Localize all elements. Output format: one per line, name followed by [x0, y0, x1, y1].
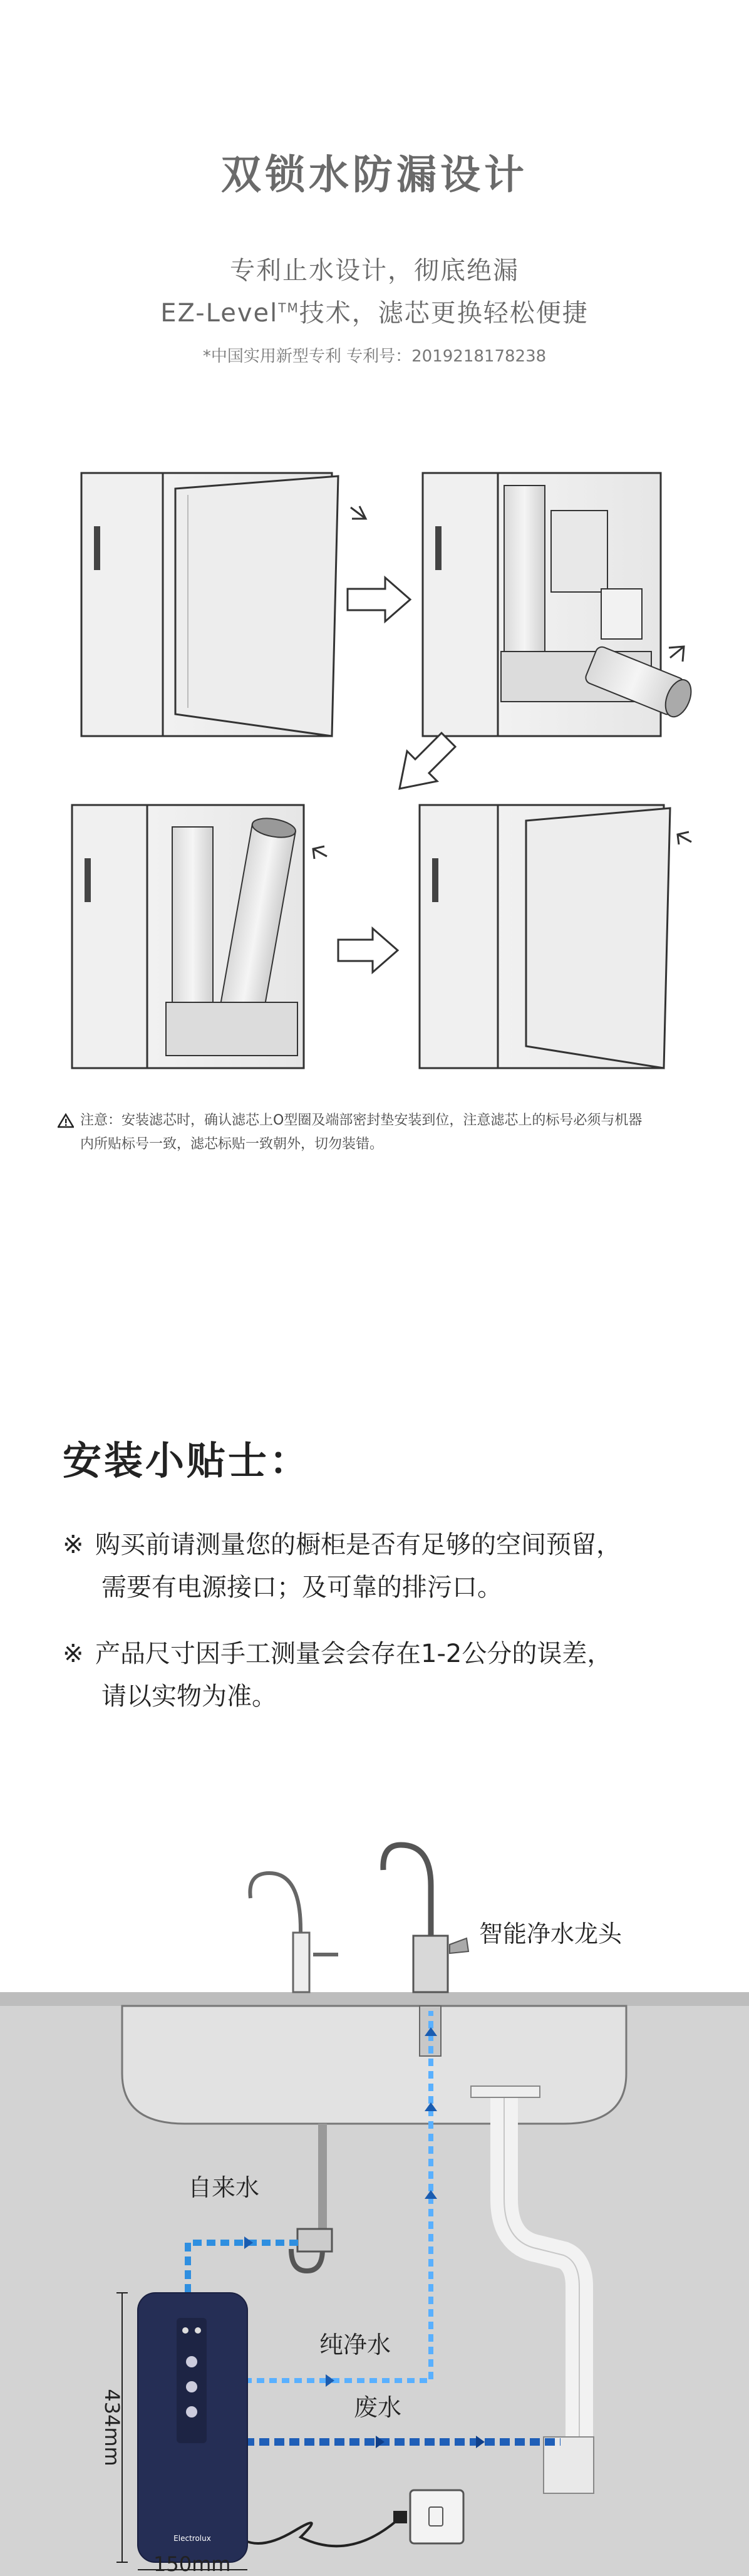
warning-line-2: 内所贴标号一致，滤芯标贴一致朝外，切勿装错。: [80, 1136, 384, 1152]
subtitle-line-1: 专利止水设计，彻底绝漏: [230, 256, 519, 285]
rotate-arrow-3: [313, 846, 327, 859]
width-dimension: 150mm: [153, 2552, 231, 2576]
sink-bowl: [122, 2006, 626, 2124]
arrow-right-1-icon: [348, 578, 410, 621]
arrow-right-2-icon: [338, 928, 398, 972]
tip-mark: ※: [63, 1530, 84, 1559]
height-dimension: 434mm: [100, 2389, 124, 2466]
tap-water-label: 自来水: [188, 2174, 260, 2201]
rotate-arrow-2: [669, 647, 684, 662]
rotate-arrow-1: [351, 506, 366, 519]
power-outlet: [410, 2490, 463, 2543]
tips-title: 安装小贴士：: [63, 1438, 311, 1483]
tip-1-line-2: 需要有电源接口；及可靠的排污口。: [101, 1573, 502, 1602]
tip-1-line-1: 购买前请测量您的橱柜是否有足够的空间预留，: [95, 1530, 621, 1559]
step-2-open-unit: [423, 473, 696, 736]
subtitle-line-2: [0, 293, 749, 329]
brand-logo: Electrolux: [173, 2534, 211, 2543]
subtitle-prefix: EZ-Level: [160, 299, 279, 328]
installation-diagram: [0, 1810, 749, 2576]
rotate-arrow-4: [678, 832, 691, 844]
step-3-open-unit: [72, 805, 304, 1068]
pure-water-label: 纯净水: [319, 2331, 391, 2359]
subtitle-suffix: 技术，滤芯更换轻松便捷: [299, 299, 589, 328]
water-purifier-unit: [138, 2293, 247, 2562]
warning-note: [58, 1109, 721, 1156]
trademark-mark: TM: [278, 300, 299, 316]
patent-note: *中国实用新型专利 专利号：2019218178238: [202, 347, 547, 366]
warning-icon: [58, 1113, 74, 1128]
tip-mark: ※: [63, 1639, 84, 1668]
tip-1: [63, 1524, 621, 1609]
faucet-label: 智能净水龙头: [479, 1920, 622, 1948]
filter-replacement-illustration: [0, 451, 749, 1078]
ordinary-faucet: [250, 1873, 338, 1992]
waste-water-label: 废水: [354, 2394, 402, 2421]
step-4-closed-unit: [420, 805, 670, 1068]
warning-line-1: 注意：安装滤芯时，确认滤芯上O型圈及端部密封垫安装到位，注意滤芯上的标号必须与机器: [80, 1113, 643, 1128]
arrow-diagonal-icon: [400, 733, 455, 789]
tip-2-line-1: 产品尺寸因手工测量会会存在1-2公分的误差，: [95, 1639, 612, 1668]
tip-2: [63, 1633, 612, 1718]
tip-2-line-2: 请以实物为准。: [101, 1682, 277, 1711]
page-title: 双锁水防漏设计: [221, 152, 528, 199]
step-1-closed-unit: [81, 473, 338, 736]
